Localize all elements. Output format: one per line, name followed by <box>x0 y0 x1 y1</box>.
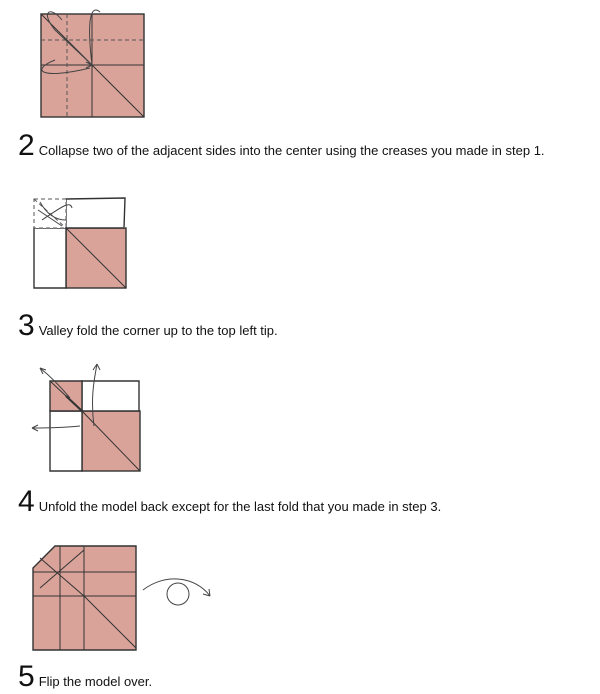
step-instruction: Flip the model over. <box>38 674 153 689</box>
step-number: 2 <box>18 129 35 162</box>
step-number: 3 <box>18 309 35 342</box>
step-number: 5 <box>18 660 35 693</box>
step-4 <box>18 487 441 517</box>
step-instruction: Unfold the model back except for the last fold that you made in step 3. <box>38 499 442 514</box>
step-3 <box>18 311 278 341</box>
step-2 <box>18 131 545 161</box>
diagram-step-3-valley-fold <box>0 356 600 476</box>
diagram-step-1-creases <box>0 0 600 125</box>
step-number: 4 <box>18 485 35 518</box>
diagram-step-2-collapse <box>0 190 600 295</box>
step-instruction: Valley fold the corner up to the top left tip. <box>38 323 278 338</box>
diagram-step-4-unfolded <box>0 538 600 658</box>
step-instruction: Collapse two of the adjacent sides into the center using the creases you made in step 1. <box>38 143 545 158</box>
step-5 <box>18 662 152 692</box>
